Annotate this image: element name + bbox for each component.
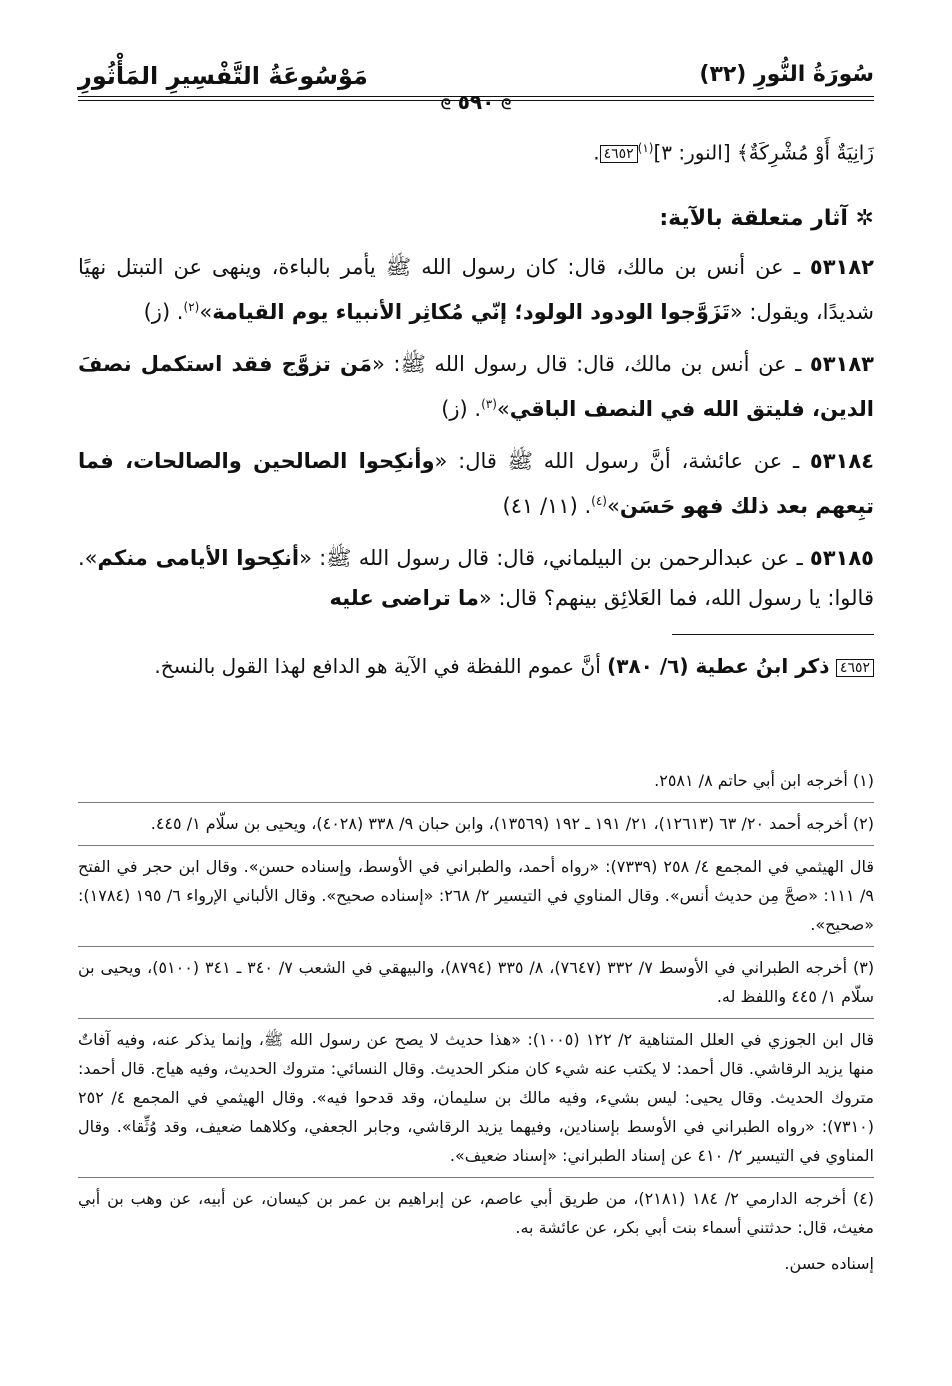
footnote: قال ابن الجوزي في العلل المتناهية ٢/ ١٢٢ (١٠٠٥): «هذا حديث لا يصح عن رسول الله ﷺ، وإنما يذكر عنه، وفيه آفاتٌ منها يزيد الرقاشي. قال أحمد: لا يكتب عنه شيء كان منكر الحديث. وقال النسائي: متروك الحديث، وفيه هياج. قال أحمد: متروك الحديث. وقال يحيى: ليس بشيء، وفيه مالك بن سليمان، وقد قدحوا فيه». وقال الهيثمي في المجمع ٤/ ٢٥٢ (٧٣١٠): «رواه الطبراني في الأوسط بإسنادين، وفيهما يزيد الرقاشي، وجابر الجعفي، وكلاهما ضعيف، وقد وُثِّقا». وقال المناوي في التيسير ٢/ ٤١٠ عن إسناد الطبراني: «إسناد ضعيف». xyxy=(78,1030,875,1165)
athar-number: ٥٣١٨٢ xyxy=(809,255,874,280)
footnote-divider xyxy=(78,946,874,947)
footnote-divider xyxy=(78,1018,874,1019)
athar-paragraph xyxy=(78,441,874,526)
footnote: (٣) أخرجه الطبراني في الأوسط ٧/ ٣٣٢ (٧٦٤٧)، ٨/ ٣٣٥ (٨٧٩٤)، والبيهقي في الشعب ٧/ ٣٤٠ ـ ٣٤١ (٥١٠٠)، ويحيى بن سلّام ١/ ٤٤٥ واللفظ له. xyxy=(78,958,875,1006)
footnote: إسناده حسن. xyxy=(784,1254,874,1273)
footnote: (٤) أخرجه الدارمي ٢/ ١٨٤ (٢١٨١)، من طريق أبي عاصم، عن إبراهيم بن عمر بن كيسان، عن أبيه، عن وهب بن أبي مغيث، قال: حدثتني أسماء بنت أبي بكر، عن عائشة به. xyxy=(78,1189,875,1237)
footnote: (٢) أخرجه أحمد ٢٠/ ٦٣ (١٢٦١٣)، ٢١/ ١٩١ ـ ١٩٢ (١٣٥٦٩)، وابن حبان ٩/ ٣٣٨ (٤٠٢٨)، ويحيى بن سلّام ١/ ٤٤٥. xyxy=(150,814,874,833)
footnote-marker: (٢) xyxy=(183,300,200,315)
footnote-marker: (١) xyxy=(637,141,654,155)
footnote-divider xyxy=(78,845,874,846)
footnotes xyxy=(78,766,874,1285)
reference-box: ٤٦٥٢ xyxy=(600,145,638,163)
athar-quote: ما تراضى عليه xyxy=(329,586,479,611)
book-title: مَوْسُوعَةُ التَّفْسِيرِ المَأْثُورِ xyxy=(78,62,368,90)
athar-paragraph xyxy=(78,538,874,618)
footnote: (١) أخرجه ابن أبي حاتم ٨/ ٢٥٨١. xyxy=(654,771,874,790)
page-number: ٥٩٠ xyxy=(457,90,495,114)
athar-quote: وأنكِحوا الصالحين والصالحات، فما تبِعهم بعد ذلك فهو حَسَن xyxy=(78,449,874,519)
verse-text: زَانِيَةٌ أَوْ مُشْرِكَةٌ﴾ [النور: ٣] xyxy=(653,140,874,165)
ornament-icon: ᘓ xyxy=(501,97,512,113)
athar-quote-end: » xyxy=(606,494,620,519)
athar-text: ـ عن أنس بن مالك، قال: كان رسول الله ﷺ يأمر بالباءة، وينهى عن التبتل نهيًا شديدًا، ويقول: « xyxy=(78,255,874,325)
athar-quote-end: » xyxy=(496,397,510,422)
athar-quote: مَن تزوَّج فقد استكمل نصفَ الدين، فليتق الله في النصف الباقي xyxy=(78,352,874,422)
athar-source: . (ز) xyxy=(441,397,482,422)
athar-text: ـ عن عبدالرحمن بن البيلماني، قال: قال رسول الله ﷺ: « xyxy=(299,546,810,571)
athar-number: ٥٣١٨٤ xyxy=(809,449,874,474)
athar-paragraph xyxy=(78,344,874,429)
athar-text: ـ عن عائشة، أنَّ رسول الله ﷺ قال: « xyxy=(434,449,810,474)
athar-source: . (١١/ ٤١) xyxy=(502,494,592,519)
athar-quote-end: ». قالوا: يا رسول الله، فما العَلائِق بينهم؟ قال: « xyxy=(78,546,874,611)
surah-header: سُورَةُ النُّورِ (٣٢) xyxy=(699,62,874,87)
footnote-marker: (٤) xyxy=(591,494,607,509)
main-content xyxy=(78,132,874,701)
verse-line xyxy=(78,132,874,170)
athar-paragraph xyxy=(78,247,874,332)
section-heading: ✲ آثار متعلقة بالآية: xyxy=(659,206,874,232)
athar-quote: تَزَوَّجوا الودود الولود؛ إنّي مُكاثِر الأنبياء يوم القيامة xyxy=(212,300,730,325)
page-number-row xyxy=(0,90,952,114)
reference-box: ٤٦٥٢ xyxy=(836,659,874,677)
verse-end: . xyxy=(593,140,600,165)
ornament-icon: ᘓ xyxy=(440,97,451,113)
athar-number: ٥٣١٨٣ xyxy=(809,352,874,377)
footnote-divider xyxy=(78,1177,874,1178)
commentary-rule xyxy=(672,634,874,635)
footnote: قال الهيثمي في المجمع ٤/ ٢٥٨ (٧٣٣٩): «رواه أحمد، والطبراني في الأوسط، وإسناده حسن». وقال ابن حجر في الفتح ٩/ ١١١: «صحَّ مِن حديث أنس». وقال المناوي في التيسير ٢/ ٢٦٨: «إسناده صحيح». وقال الألباني الإرواء ٦/ ١٩٥ (١٧٨٤): «صحيح». xyxy=(78,857,875,934)
athar-source: . (ز) xyxy=(143,300,184,325)
commentary-source: ذكر ابنُ عطية (٦/ ٣٨٠) xyxy=(607,654,830,679)
footnote-divider xyxy=(78,802,874,803)
commentary-note xyxy=(78,649,874,685)
commentary-text: أنَّ عموم اللفظة في الآية هو الدافع لهذا القول بالنسخ. xyxy=(154,654,608,679)
athar-number: ٥٣١٨٥ xyxy=(809,546,874,571)
athar-quote-end: » xyxy=(199,300,213,325)
athar-quote: أنكِحوا الأيامى منكم xyxy=(97,546,300,571)
athar-text: ـ عن أنس بن مالك، قال: قال رسول الله ﷺ: « xyxy=(371,352,810,377)
footnote-marker: (٣) xyxy=(481,397,497,412)
